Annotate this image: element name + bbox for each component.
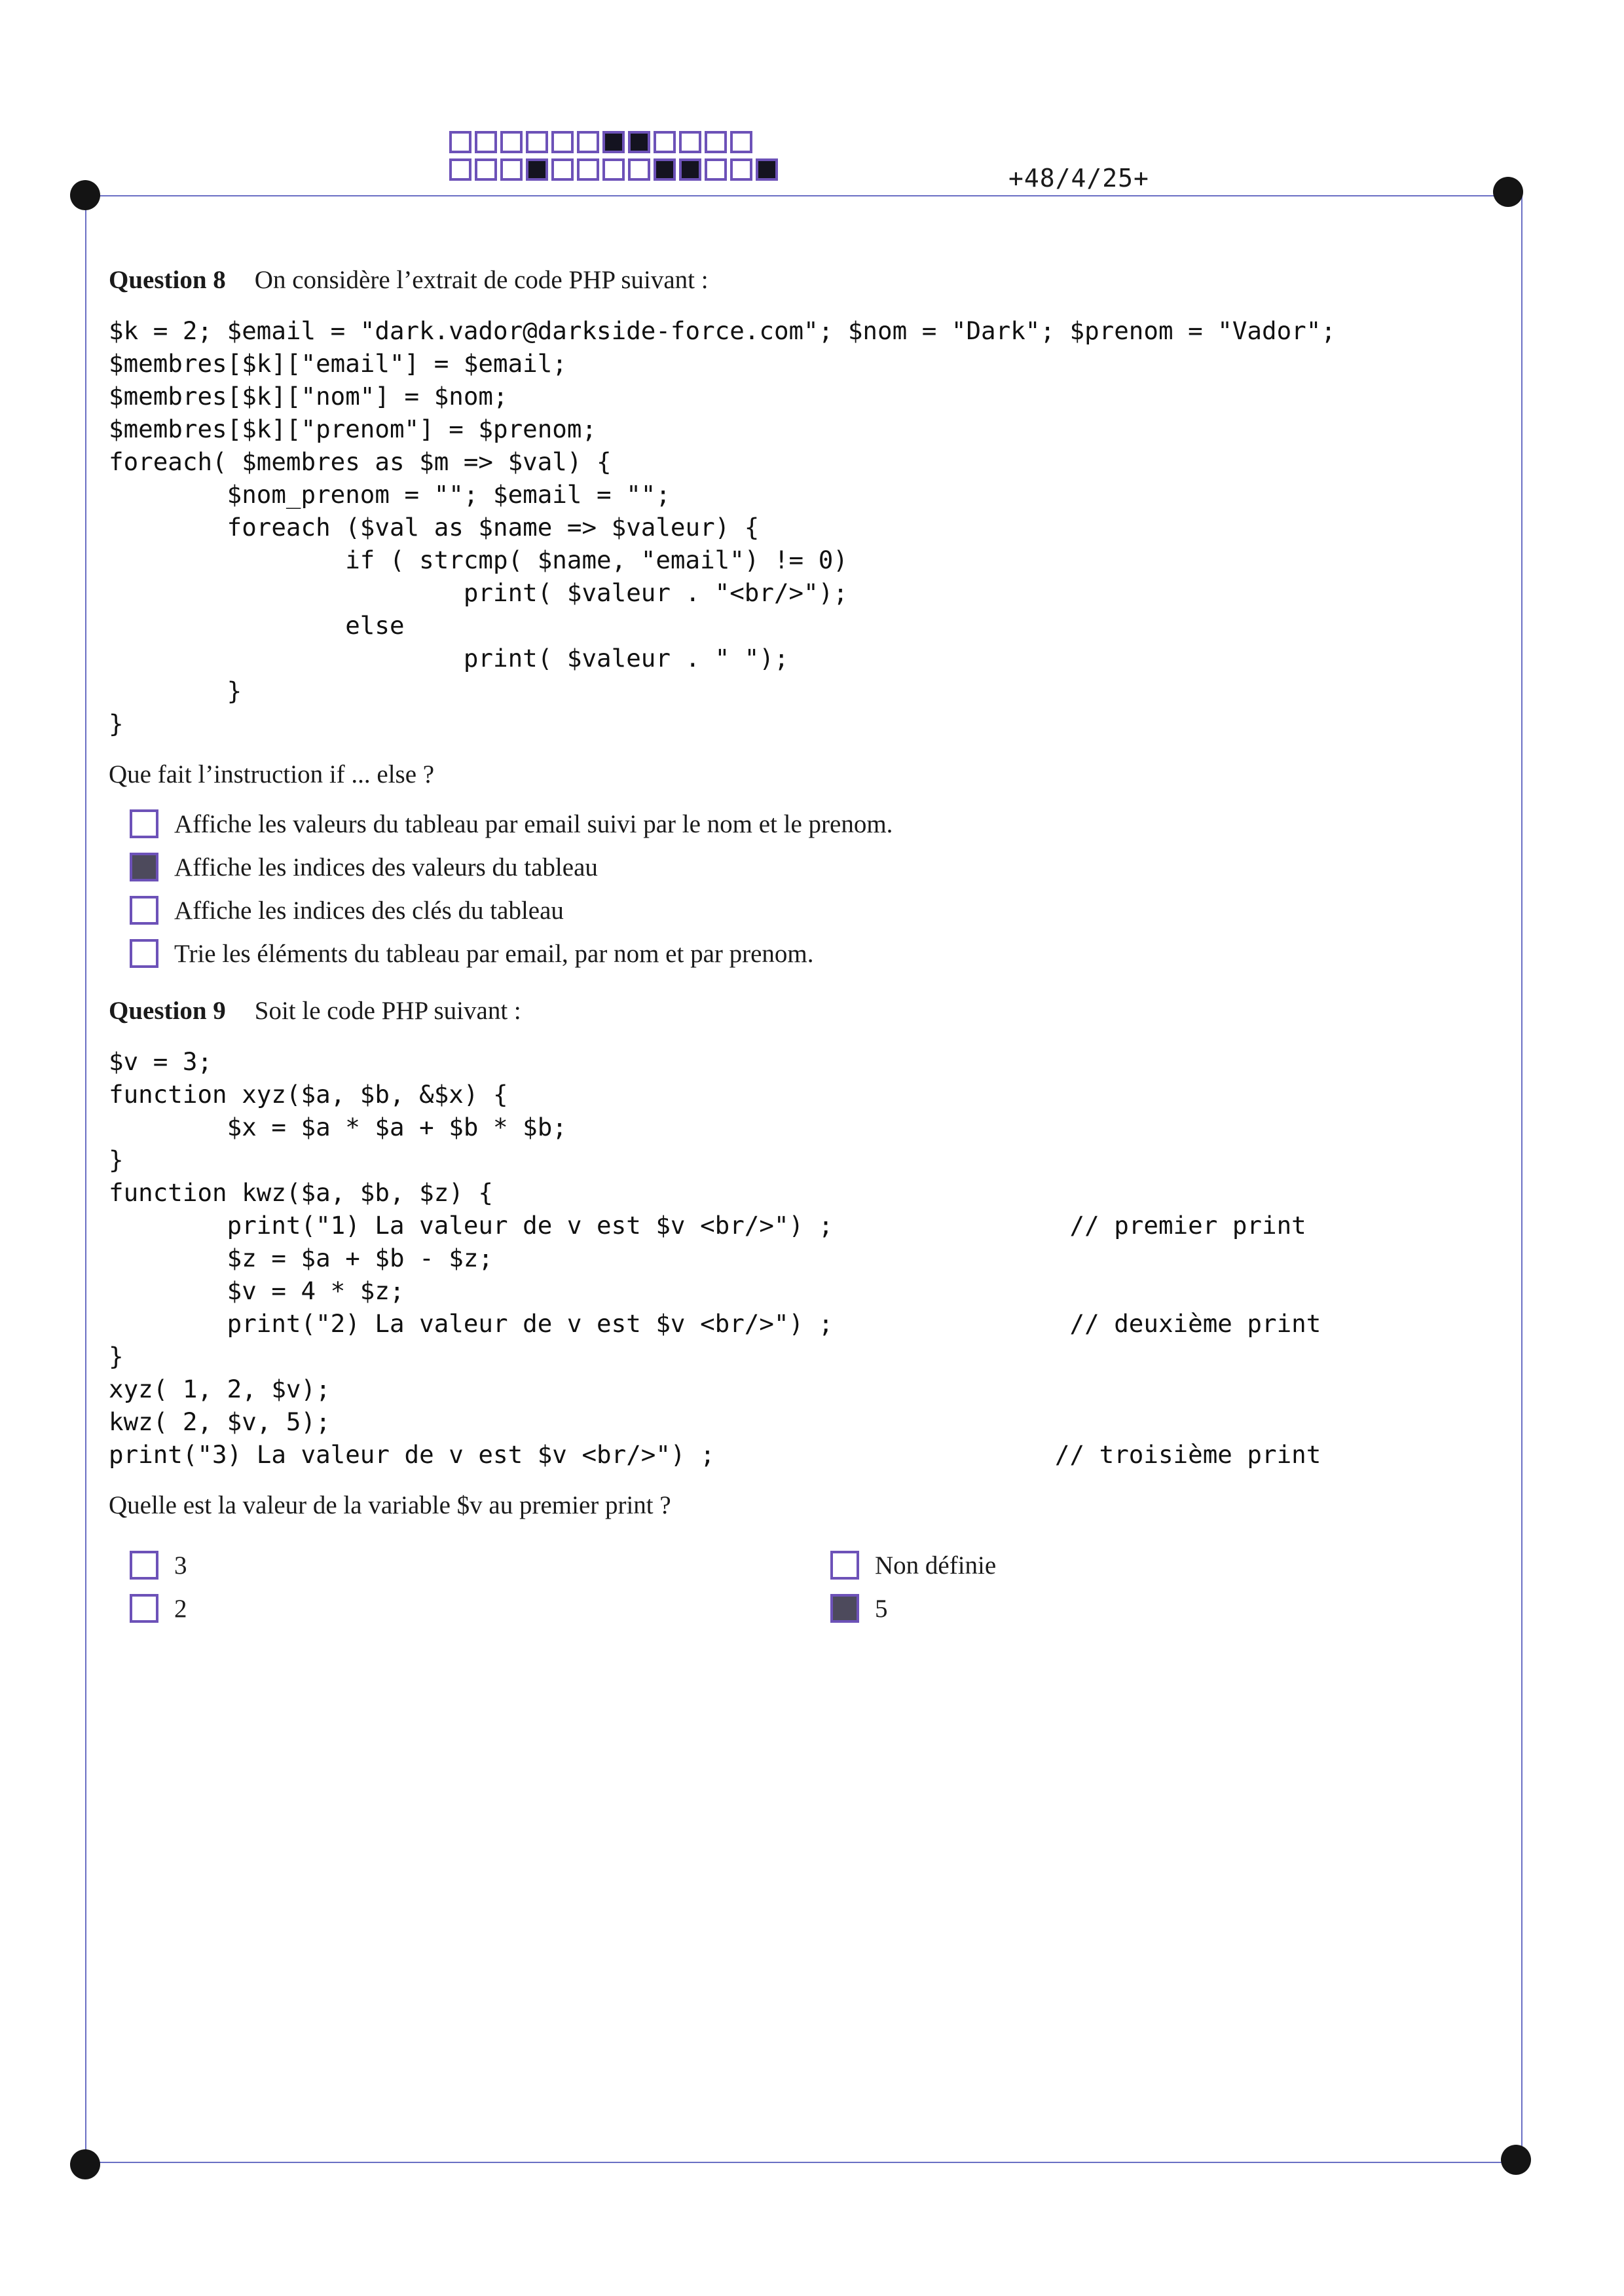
- checkbox[interactable]: [130, 809, 158, 838]
- corner-marker-top-right: [1493, 177, 1523, 207]
- question-8: [109, 265, 1471, 975]
- checkbox[interactable]: [130, 896, 158, 925]
- id-code-grid: [449, 131, 781, 186]
- id-code-box: [526, 131, 548, 153]
- code-block: $k = 2; $email = "dark.vador@darkside-force.com"; $nom = "Dark"; $prenom = "Vador"; $membres[$k]["email"] = $email; $membres[$k]["nom"] = $nom; $membres[$k]["prenom"] = $prenom; foreach( $membres as $m => $val) { $nom_prenom = ""; $email = ""; foreach ($val as $name => $valeur) { if ( strcmp( $name, "email") != 0) print( $valeur . "<br/>"); else print( $valeur . " "); } }: [109, 316, 1336, 738]
- answer-list: [130, 1544, 1471, 1630]
- question-9-heading: [109, 996, 1471, 1026]
- question-9: [109, 996, 1471, 1630]
- id-code-box: [500, 131, 523, 153]
- id-code-box: [500, 158, 523, 181]
- checkbox[interactable]: [830, 1551, 859, 1580]
- page-id: +48/4/25+: [1008, 164, 1149, 193]
- id-code-box: [475, 131, 497, 153]
- answer-option[interactable]: [130, 932, 1471, 975]
- id-code-box: [654, 131, 676, 153]
- answer-label: Affiche les indices des valeurs du tableau: [174, 853, 598, 881]
- answer-list: [130, 802, 1471, 975]
- id-code-box: [654, 158, 676, 181]
- answer-label: Non définie: [875, 1551, 997, 1580]
- id-code-box: [449, 158, 471, 181]
- id-code-box: [602, 131, 625, 153]
- id-code-box: [577, 131, 599, 153]
- answer-option[interactable]: [130, 845, 1471, 889]
- question-number: Question 8: [109, 266, 226, 294]
- answer-label: Affiche les valeurs du tableau par email suivi par le nom et le prenom.: [174, 809, 893, 838]
- id-code-box: [705, 131, 727, 153]
- id-code-row-1: [449, 131, 781, 153]
- id-code-box: [449, 131, 471, 153]
- answer-label: 2: [174, 1594, 187, 1623]
- question-intro: On considère l’extrait de code PHP suivant :: [254, 266, 709, 294]
- corner-marker-bottom-left: [70, 2149, 100, 2179]
- question-number: Question 9: [109, 997, 226, 1025]
- answer-label: 5: [875, 1594, 888, 1623]
- code-block: $v = 3; function xyz($a, $b, &$x) { $x = $a * $a + $b * $b; } function kwz($a, $b, $z) { print("1) La valeur de v est $v <br/>") ; // premier print $z = $a + $b - $z; $v = 4 * $z; print("2) La valeur de v est $v <br/>") ; // deuxième print } xyz( 1, 2, $v); kwz( 2, $v, 5); print("3) La valeur de v est $v <br/>") ; // troisième print: [109, 1047, 1321, 1469]
- answer-option[interactable]: [130, 802, 1471, 845]
- question-8-heading: [109, 265, 1471, 295]
- question-intro: Soit le code PHP suivant :: [254, 997, 521, 1025]
- id-code-box: [577, 158, 599, 181]
- id-code-box: [756, 158, 778, 181]
- id-code-box: [551, 158, 574, 181]
- page-content: [109, 265, 1471, 1630]
- question-prompt: Que fait l’instruction if ... else ?: [109, 760, 435, 788]
- id-code-box: [628, 158, 650, 181]
- id-code-box: [679, 158, 701, 181]
- id-code-box: [526, 158, 548, 181]
- checkbox[interactable]: [130, 1551, 158, 1580]
- id-code-box: [730, 131, 752, 153]
- checkbox[interactable]: [130, 1594, 158, 1623]
- corner-marker-bottom-right: [1501, 2145, 1531, 2175]
- corner-marker-top-left: [70, 180, 100, 210]
- id-code-box: [679, 131, 701, 153]
- id-code-box: [551, 131, 574, 153]
- id-code-box: [705, 158, 727, 181]
- answer-label: 3: [174, 1551, 187, 1580]
- answer-option[interactable]: [130, 889, 1471, 932]
- question-prompt: Quelle est la valeur de la variable $v au premier print ?: [109, 1491, 671, 1519]
- answer-option[interactable]: [130, 1544, 830, 1587]
- answer-label: Trie les éléments du tableau par email, par nom et par prenom.: [174, 939, 814, 968]
- answer-option[interactable]: [830, 1587, 1223, 1630]
- checkbox[interactable]: [130, 939, 158, 968]
- answer-label: Affiche les indices des clés du tableau: [174, 896, 564, 925]
- answer-option[interactable]: [830, 1544, 1223, 1587]
- checkbox[interactable]: [130, 853, 158, 881]
- id-code-row-2: [449, 158, 781, 181]
- id-code-box: [628, 131, 650, 153]
- checkbox[interactable]: [830, 1594, 859, 1623]
- id-code-box: [475, 158, 497, 181]
- answer-option[interactable]: [130, 1587, 830, 1630]
- id-code-box: [602, 158, 625, 181]
- id-code-box: [730, 158, 752, 181]
